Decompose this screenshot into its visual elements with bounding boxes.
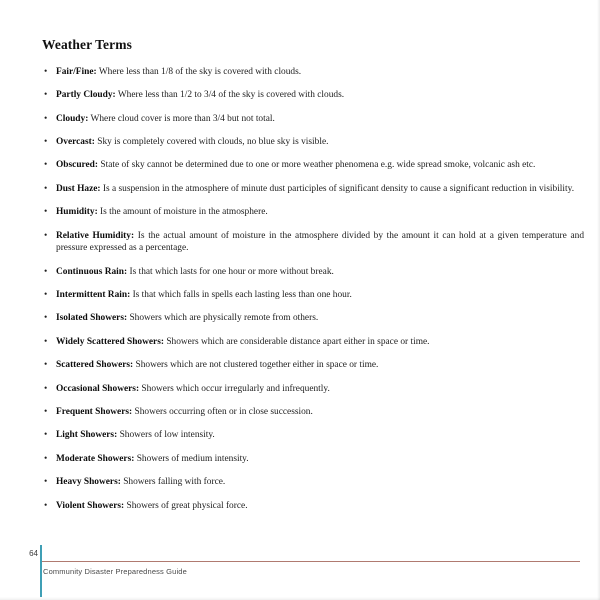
- list-item: [42, 113, 590, 125]
- term-separator: :: [94, 207, 98, 218]
- page-content: [42, 38, 590, 512]
- bullet-icon: •: [44, 406, 48, 417]
- term-name: Occasional Showers: [56, 383, 136, 394]
- term-separator: :: [123, 313, 128, 324]
- term-definition: Showers which are physically remote from others.: [129, 313, 319, 324]
- term-name: Humidity: [56, 207, 95, 218]
- term-name: Frequent Showers: [56, 406, 130, 417]
- term-name: Dust Haze: [56, 183, 98, 194]
- term-separator: :: [91, 137, 95, 148]
- term-separator: :: [124, 266, 128, 277]
- bullet-icon: •: [44, 430, 48, 441]
- footer-divider: [42, 561, 580, 562]
- bullet-icon: •: [44, 360, 48, 371]
- term-separator: :: [114, 430, 118, 441]
- list-item: [42, 266, 590, 278]
- term-definition: State of sky cannot be determined due to one or more weather phenomena e.g. wide spread smoke, volcanic ash etc.: [100, 160, 536, 171]
- bullet-icon: •: [44, 313, 48, 324]
- term-definition: Showers which occur irregularly and infrequently.: [141, 383, 330, 394]
- list-item: [42, 66, 590, 78]
- term-separator: :: [160, 336, 164, 347]
- list-item: [42, 383, 590, 395]
- list-item: [42, 136, 590, 148]
- page-title: Weather Terms: [42, 37, 132, 52]
- term-separator: :: [131, 453, 135, 464]
- term-definition: Is a suspension in the atmosphere of minute dust participles of significant density to cause a significant reduction in visibility.: [102, 183, 575, 194]
- bullet-icon: •: [44, 230, 48, 241]
- term-name: Intermittent Rain: [56, 289, 128, 300]
- term-separator: :: [135, 383, 140, 394]
- list-item: [42, 476, 590, 488]
- term-definition: Where less than 1/2 to 3/4 of the sky is covered with clouds.: [117, 90, 345, 101]
- footer-accent-bar: [40, 545, 42, 597]
- term-name: Moderate Showers: [56, 453, 132, 464]
- bullet-icon: •: [44, 477, 48, 488]
- list-item: [42, 500, 590, 512]
- list-item: [42, 89, 590, 101]
- term-definition: Showers which are considerable distance apart either in space or time.: [166, 336, 430, 347]
- term-name: Relative Humidity: [56, 230, 131, 241]
- bullet-icon: •: [44, 383, 48, 394]
- list-item: [42, 453, 590, 465]
- term-separator: :: [129, 406, 133, 417]
- bullet-icon: •: [44, 207, 48, 218]
- term-separator: :: [127, 289, 131, 300]
- term-separator: :: [131, 230, 135, 241]
- list-item: [42, 336, 590, 348]
- term-definition: Sky is completely covered with clouds, no blue sky is visible.: [97, 137, 329, 148]
- term-name: Light Showers: [56, 430, 115, 441]
- list-item: [42, 230, 590, 255]
- term-name: Widely Scattered Showers: [56, 336, 161, 347]
- term-name: Overcast: [56, 137, 92, 148]
- term-separator: :: [130, 360, 134, 371]
- term-definition: Is the amount of moisture in the atmosphere.: [100, 207, 268, 218]
- list-item: [42, 359, 590, 371]
- weather-terms-list: [42, 66, 590, 512]
- list-item: [42, 159, 590, 171]
- term-name: Partly Cloudy: [56, 90, 113, 101]
- term-name: Heavy Showers: [56, 477, 118, 488]
- list-item: [42, 183, 590, 195]
- term-separator: :: [93, 66, 97, 77]
- term-definition: Is the actual amount of moisture in the atmosphere divided by the amount it can hold at a given temperature and pressure expressed as a percentage.: [56, 230, 585, 254]
- term-definition: Showers occurring often or in close succession.: [134, 406, 313, 417]
- term-name: Cloudy: [56, 113, 86, 124]
- term-separator: :: [94, 160, 99, 171]
- bullet-icon: •: [44, 500, 48, 511]
- term-definition: Showers of medium intensity.: [136, 453, 249, 464]
- term-definition: Showers of great physical force.: [126, 500, 248, 511]
- term-name: Continuous Rain: [56, 266, 124, 277]
- term-definition: Where less than 1/8 of the sky is covered with clouds.: [98, 66, 302, 77]
- page-number: 64: [29, 549, 38, 558]
- term-definition: Where cloud cover is more than 3/4 but not total.: [90, 113, 275, 124]
- list-item: [42, 312, 590, 324]
- page-footer: [0, 545, 600, 600]
- bullet-icon: •: [44, 160, 48, 171]
- bullet-icon: •: [44, 183, 48, 194]
- term-separator: :: [97, 183, 101, 194]
- bullet-icon: •: [44, 113, 48, 124]
- bullet-icon: •: [44, 453, 48, 464]
- term-name: Violent Showers: [56, 500, 122, 511]
- term-name: Scattered Showers: [56, 360, 131, 371]
- bullet-icon: •: [44, 266, 48, 277]
- term-definition: Showers of low intensity.: [119, 430, 215, 441]
- list-item: [42, 206, 590, 218]
- bullet-icon: •: [44, 137, 48, 148]
- list-item: [42, 406, 590, 418]
- term-name: Fair/Fine: [56, 66, 94, 77]
- bullet-icon: •: [44, 336, 48, 347]
- term-definition: Showers falling with force.: [123, 477, 226, 488]
- term-separator: :: [112, 90, 116, 101]
- list-item: [42, 429, 590, 441]
- term-definition: Showers which are not clustered together either in space or time.: [135, 360, 379, 371]
- term-name: Isolated Showers: [56, 313, 124, 324]
- term-name: Obscured: [56, 160, 95, 171]
- term-definition: Is that which lasts for one hour or more without break.: [129, 266, 334, 277]
- bullet-icon: •: [44, 289, 48, 300]
- term-definition: Is that which falls in spells each lasting less than one hour.: [132, 289, 352, 300]
- term-separator: :: [85, 113, 89, 124]
- list-item: [42, 289, 590, 301]
- footer-title: Community Disaster Preparedness Guide: [43, 567, 187, 576]
- term-separator: :: [117, 477, 121, 488]
- term-separator: :: [121, 500, 125, 511]
- bullet-icon: •: [44, 90, 48, 101]
- bullet-icon: •: [44, 66, 48, 77]
